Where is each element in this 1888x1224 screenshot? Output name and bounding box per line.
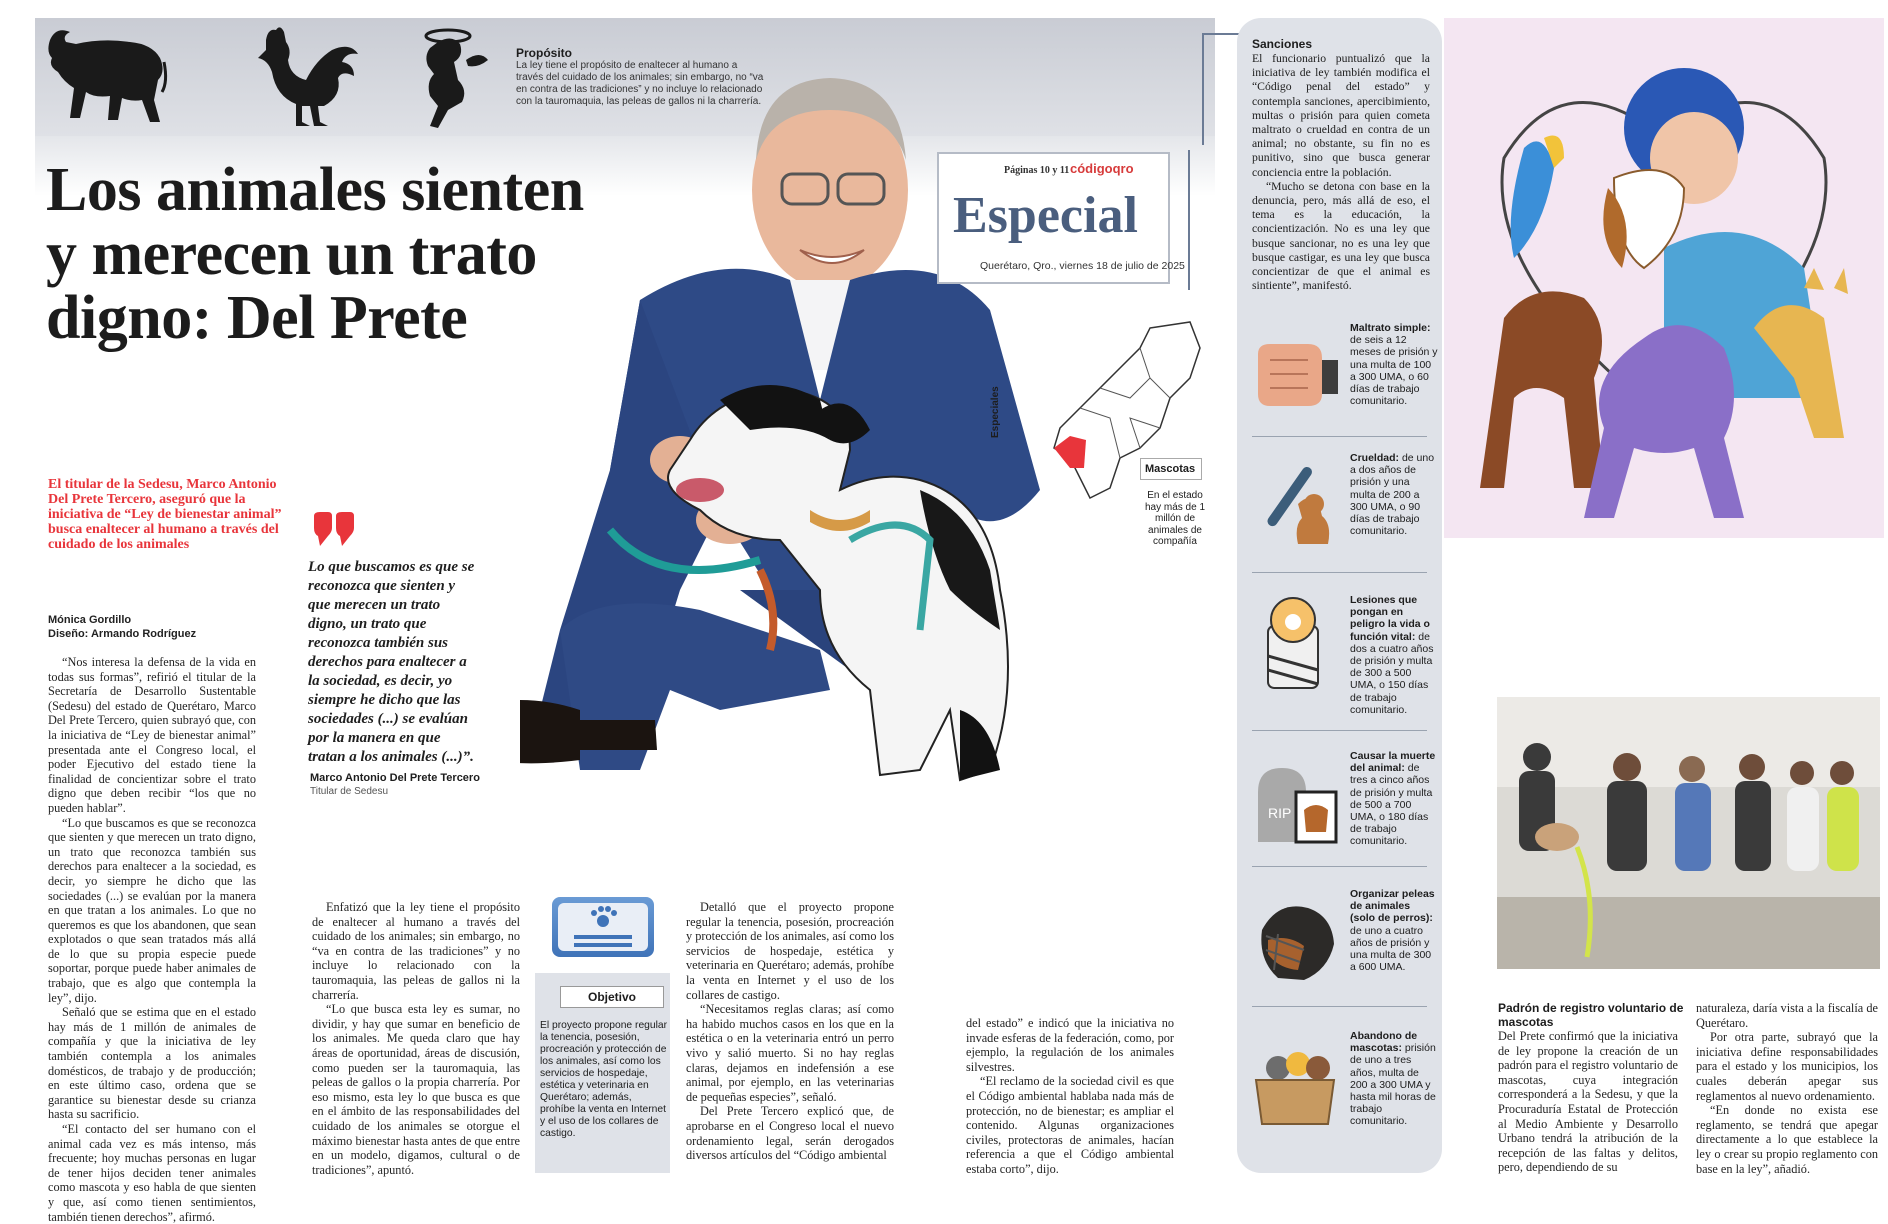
divider (1252, 866, 1427, 867)
author-credit: Mónica Gordillo (48, 614, 132, 626)
sanciones-title: Sanciones (1252, 37, 1313, 51)
sancion-item (1242, 590, 1437, 716)
quote-icon (310, 512, 358, 552)
sancion-text: de uno a dos años de prisión y una multa de 200 a 300 UMA, o 90 días de trabajo comunitario. (1350, 452, 1435, 538)
divider (1252, 730, 1427, 731)
tombstone-icon (1248, 752, 1343, 852)
page-numbers: Páginas 10 y 11 (1004, 165, 1070, 176)
sanciones-text (1252, 52, 1430, 293)
divider (1202, 33, 1242, 35)
paragraph: El funcionario puntualizó que la iniciativa de ley también modifica el “Código penal del estado” y contempla sanciones, apercibimiento, multas o prisión para quien cometa maltrato o crueldad en contra de un animal; no obstante, su fin no es punitivo, sino que busca generar conciencia entre la población. (1252, 52, 1430, 179)
divider (1188, 150, 1190, 290)
pull-quote: Lo que buscamos es que se reconozca que sienten y que merecen un trato digno, un trato que reconozca también sus derechos para enaltecer a la sociedad, es decir, yo siempre he dicho que las sociedades (...) se evalúan por la manera en que tratan a los animales (...)”. (308, 559, 475, 765)
deck: El titular de la Sedesu, Marco Antonio Del Prete Tercero, aseguró que la iniciativa de “Ley de bienestar animal” busca enaltecer al humano a través del cuidado de los animales (48, 477, 282, 552)
event-photo (1497, 697, 1880, 969)
article-column-1 (48, 655, 256, 1224)
paragraph: “Lo que busca esta ley es sumar, no dividir, y hay que sumar en beneficio de los animales. Me queda claro que hay áreas de oportunidad, áreas de discusión, como pueden ser la tauromaquia, las peleas de gallos o la propia charrería. Por eso mismo, esta ley lo que busca es que en el ámbito de las responsabilidades del cuidado de los animales se otorgue el máximo bienestar hasta antes de que entre en un modelo, digamos, cultural o de tradiciones”, apuntó. (312, 1002, 520, 1177)
quote-role: Titular de Sedesu (310, 786, 389, 797)
divider (1252, 1006, 1427, 1007)
section-title: Especial (953, 187, 1138, 244)
mascotas-label: Mascotas (1140, 458, 1202, 480)
paragraph: Enfatizó que la ley tiene el propósito de enaltecer al humano a través del cuidado de los animales; sin embargo, no “va en contra de las tradiciones” y no incluye lo relacionado con la tauromaquia, las peleas de gallos ni la charrería. (312, 900, 520, 1002)
sancion-title: Organizar peleas de animales (solo de perros): (1350, 888, 1435, 925)
padron-title: Padrón de registro voluntario de mascotas (1498, 1001, 1684, 1029)
vertical-section-label: Especiales (990, 386, 1001, 438)
paragraph: “En donde no exista ese reglamento, se tendrá que apegar directamente a lo que establece la ley o crear su propio reglamento con base en la ley”, añadió. (1696, 1103, 1878, 1176)
fist-icon (1248, 324, 1343, 424)
headline: Los animales sienten y merecen un trato digno: Del Prete (46, 156, 584, 352)
proposito-text: La ley tiene el propósito de enaltecer al humano a través del cuidado de los animales; sin embargo, no “va en contra de las tradiciones” y no incluye lo relacionado con la tauromaquia, las peleas de gallos ni la charrería. (516, 60, 764, 107)
sancion-text: de uno a cuatro años de prisión y una multa de 300 a 600 UMA. (1350, 924, 1432, 974)
paragraph: “Mucho se detona con base en la denuncia, pero, más allá de eso, el tema es la educación, la concientización. No es una ley que busque sancionar, no es una ley que busque castigar, es una ley que busca concientizar de que el animal es sintiente”, manifestó. (1252, 179, 1430, 293)
sancion-text: prisión de uno a tres años, multa de 200 a 300 UMA y hasta mil horas de trabajo comunitario. (1350, 1042, 1436, 1128)
sancion-title: Abandono de mascotas: (1350, 1030, 1418, 1055)
svg-text:RIP: RIP (1268, 805, 1292, 821)
paragraph: Detalló que el proyecto propone regular la tenencia, posesión, procreación y protección de los animales, así como los servicios de hospedaje, estética y veterinaria en Querétaro; además, prohíbe la venta en Internet y el uso de los collares de castigo. (686, 900, 894, 1002)
paragraph: “Necesitamos reglas claras; así como ha habido muchos casos en los que en la estética o en la veterinaria entró un perro vivo y salió muerto. Si no hay reglas claras, dejamos en indefensión a ese animal, por ejemplo, en las veterinarias de pequeñas especies”, señaló. (686, 1002, 894, 1104)
article-column-3 (686, 900, 894, 1163)
sancion-item (1242, 884, 1437, 1000)
bandaged-paw-icon (1248, 596, 1343, 696)
divider (1252, 572, 1427, 573)
sancion-text: de seis a 12 meses de prisión y una multa de 100 a 300 UMA, o 60 días de trabajo comunitario. (1350, 334, 1438, 408)
illustration-pets (1444, 18, 1884, 538)
divider (1202, 33, 1204, 145)
rooster-icon (246, 20, 364, 132)
bull-icon (42, 22, 170, 132)
paragraph: “El contacto del ser humano con el animal cada vez es más intenso, más frecuente; hoy muchas personas en lugar de tener hijos deciden tener animales como mascota y eso habla de que sienten y que, así como tienen sentimientos, también tienen derechos”, afirmó. (48, 1122, 256, 1224)
paragraph: naturaleza, daría vista a la fiscalía de Querétaro. (1696, 1001, 1878, 1030)
objetivo-label: Objetivo (560, 986, 664, 1008)
paragraph: “Lo que buscamos es que se reconozca que sienten y que merecen un trato digno, un trato que reconozca también sus derechos para enaltecer a la sociedad, es decir, yo siempre he dicho que las sociedades (...) se evalúan por la manera en que tratan a los animales. Lo que no queremos es que los abandonen, que sean explotados o que sean tratados más allá de lo que su propia especie puede soportar, porque puede haber animales de trabajo, que es algo que contempla la ley”, dijo. (48, 815, 256, 1005)
article-column-4 (966, 1016, 1174, 1177)
sancion-item (1242, 746, 1437, 862)
article-column-2 (312, 900, 520, 1177)
muzzled-dog-icon (1248, 890, 1343, 990)
sancion-item (1242, 1026, 1437, 1142)
sancion-title: Causar la muerte del animal: (1350, 750, 1436, 775)
paragraph: Del Prete Tercero explicó que, de aprobarse en el Congreso local el nuevo ordenamiento legal, serán derogados diversos artículos del “Código ambiental (686, 1104, 894, 1163)
sancion-title: Lesiones que pongan en peligro la vida o función vital: (1350, 594, 1430, 643)
dateline: Querétaro, Qro., viernes 18 de julio de 2025 (980, 260, 1185, 272)
box-puppies-icon (1248, 1032, 1343, 1132)
bat-dog-icon (1248, 454, 1343, 554)
sancion-title: Maltrato simple: (1350, 322, 1431, 334)
quote-name: Marco Antonio Del Prete Tercero (310, 772, 480, 784)
paragraph: Del Prete confirmó que la iniciativa de ley propone la creación de un padrón para el registro voluntario de mascotas, cuya integración corresponderá a la Sedesu, y que la Procuraduría Estatal de Protección al Medio Ambiente y Desarrollo Urbano tendrá la atribución de la recepción de las faltas y delitos, pero, dependiendo de su (1498, 1029, 1678, 1175)
paw-document-icon (552, 897, 654, 957)
paragraph: del estado” e indicó que la iniciativa no invade esferas de la federación, como, por ejemplo, la regulación de los animales silvestres. (966, 1016, 1174, 1074)
paragraph: “Nos interesa la defensa de la vida en todas sus formas”, refirió el titular de la Secretaría de Desarrollo Sustentable (Sedesu) del estado de Querétaro, Marco Del Prete Tercero, quien subrayó que, con la iniciativa de “Ley de bienestar animal” presentada ante el Congreso local, el poder Ejecutivo del estado tiene la finalidad de concientizar sobre el trato digno que deben recibir “los que no pueden hablar”. (48, 655, 256, 815)
divider (1252, 436, 1427, 437)
design-credit: Diseño: Armando Rodríguez (48, 628, 197, 640)
objetivo-text: El proyecto propone regular la tenencia, posesión, procreación y protección de los animales, así como los servicios de hospedaje, estética y veterinaria en Querétaro; además, prohíbe la venta en Internet y el uso de los collares de castigo. (540, 1020, 668, 1139)
sancion-title: Crueldad: (1350, 452, 1400, 464)
proposito-title: Propósito (516, 46, 572, 60)
sancion-text: de dos a cuatro años de prisión y multa de 300 a 500 UMA, o 150 días de trabajo comunitario. (1350, 630, 1434, 716)
charro-icon (408, 20, 498, 132)
brand-logo: códigoqro (1070, 161, 1134, 176)
padron-column-1 (1498, 1029, 1678, 1175)
paragraph: Por otra parte, subrayó que la iniciativa define responsabilidades para el estado y los municipios, los cuales deberán apegar sus reglamentos al nuevo ordenamiento. (1696, 1030, 1878, 1103)
sancion-item (1242, 318, 1437, 434)
mascotas-text: En el estado hay más de 1 millón de animales de compañía (1144, 490, 1206, 547)
paragraph: “El reclamo de la sociedad civil es que el Código ambiental hablaba nada más de protección, no de bienestar; es ampliar el contenido. Algunas organizaciones civiles, protectoras de animales, hacían referencia a que el Código ambiental estaba corto”, dijo. (966, 1074, 1174, 1176)
sancion-text: de tres a cinco años de prisión y multa de 500 a 700 UMA, o 180 días de trabajo comunitario. (1350, 762, 1433, 848)
paragraph: Señaló que se estima que en el estado hay más de 1 millón de animales de compañía y que la iniciativa de ley también contempla a los animales domésticos, de trabajo y de producción; en este último caso, ordena que se garantice su bienestar desde su crianza hasta su sacrificio. (48, 1005, 256, 1122)
sancion-item (1242, 448, 1437, 564)
padron-column-2 (1696, 1001, 1878, 1176)
